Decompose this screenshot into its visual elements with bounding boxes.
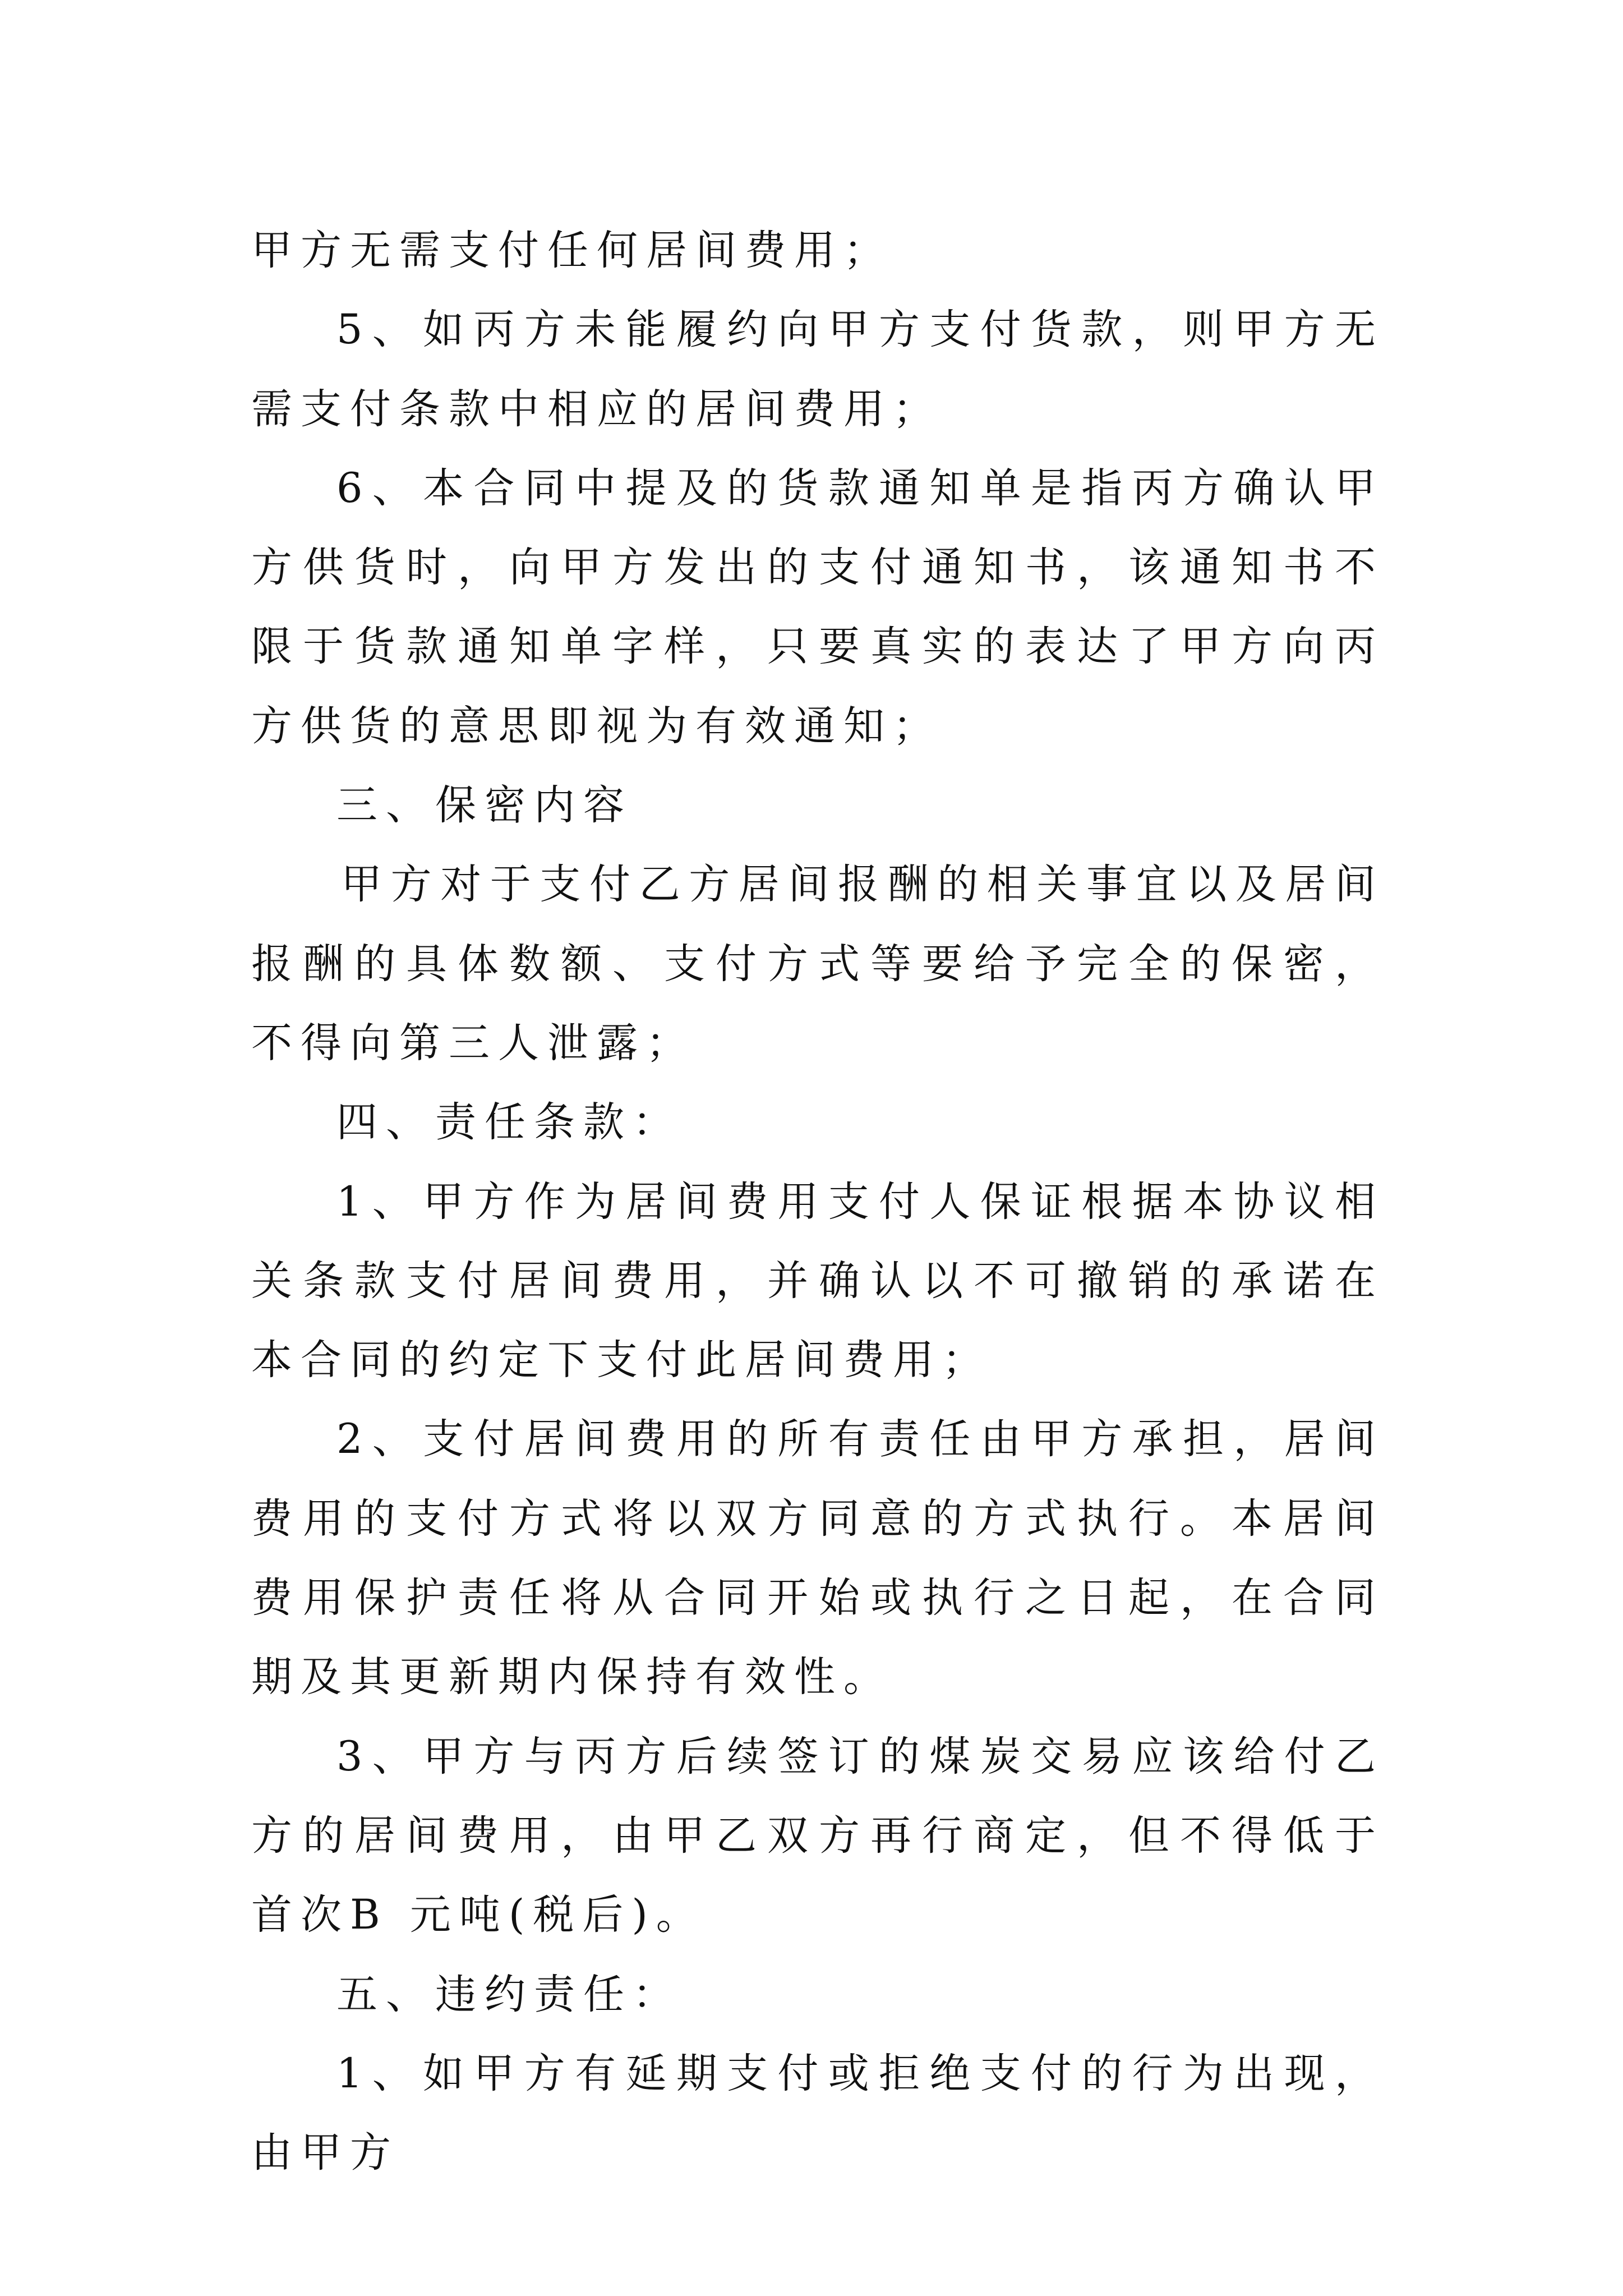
responsibility-clause-1: 1、甲方作为居间费用支付人保证根据本协议相关条款支付居间费用，并确认以不可撤销的承诺在本合同的约定下支付此居间费用；	[251, 1177, 1384, 1384]
paragraph-continuation: 甲方无需支付任何居间费用；	[251, 227, 893, 274]
clause-5: 5、如丙方未能履约向甲方支付货款，则甲方无需支付条款中相应的居间费用；	[251, 306, 1384, 433]
section-heading-confidentiality: 三、保密内容	[336, 781, 633, 830]
breach-clause-1: 1、如甲方有延期支付或拒绝支付的行为出现，由甲方	[251, 2049, 1384, 2177]
document-body	[251, 211, 1384, 2192]
confidentiality-paragraph: 甲方对于支付乙方居间报酬的相关事宜以及居间报酬的具体数额、支付方式等要给予完全的保密，不得向第三人泄露；	[251, 861, 1384, 1067]
section-heading-breach: 五、违约责任：	[336, 1970, 682, 2018]
responsibility-clause-2: 2、支付居间费用的所有责任由甲方承担，居间费用的支付方式将以双方同意的方式执行。本居间费用保护责任将从合同开始或执行之日起，在合同期及其更新期内保持有效性。	[251, 1415, 1384, 1701]
clause-6: 6、本合同中提及的货款通知单是指丙方确认甲方供货时，向甲方发出的支付通知书，该通知书不限于货款通知单字样，只要真实的表达了甲方向丙方供货的意思即视为有效通知；	[251, 464, 1384, 750]
section-heading-responsibility: 四、责任条款：	[336, 1098, 682, 1147]
responsibility-clause-3: 3、甲方与丙方后续签订的煤炭交易应该给付乙方的居间费用，由甲乙双方再行商定，但不得低于首次B 元吨(税后)。	[251, 1732, 1384, 1939]
